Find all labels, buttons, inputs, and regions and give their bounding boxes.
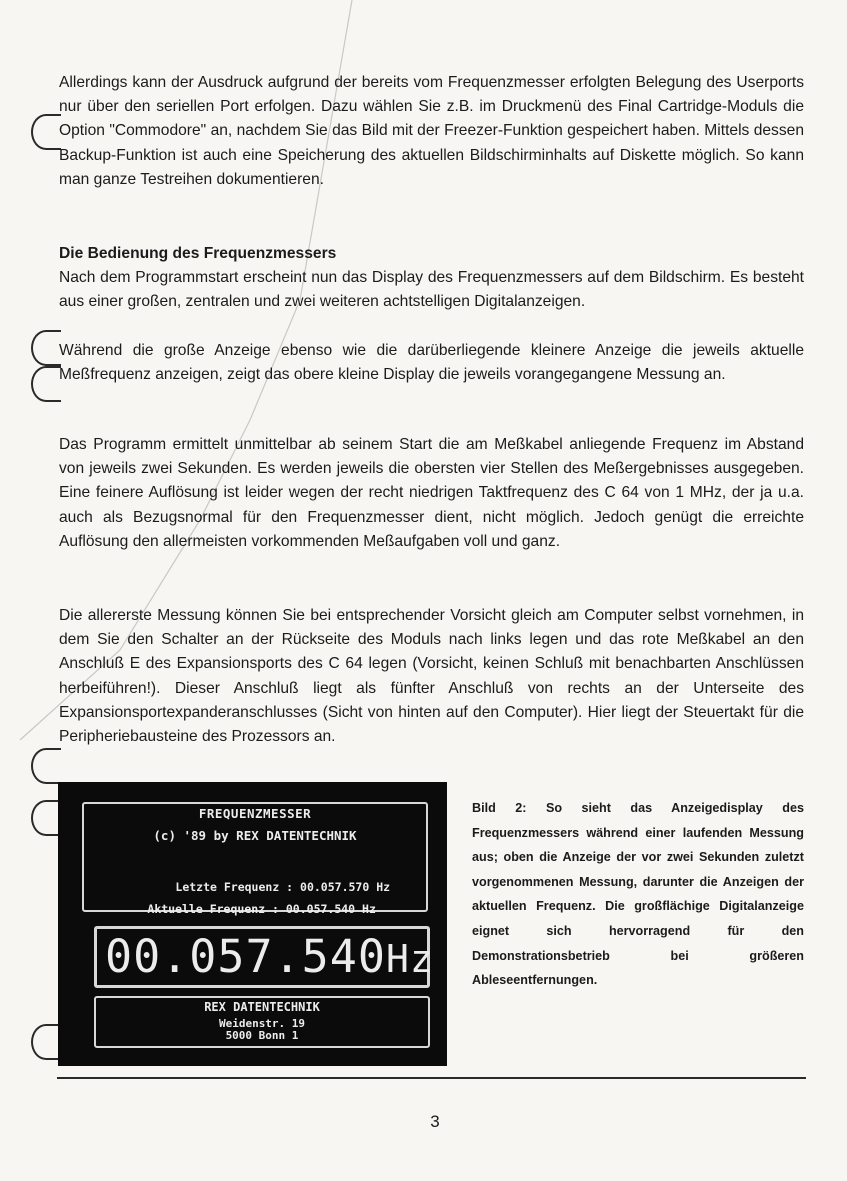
paragraph-display-explanation: Während die große Anzeige ebenso wie die darüberliegende kleinere Anzeige die jeweils aktuelle Meßfrequenz anzeigen, zeigt das obere kleine Display die jeweils vorangegangene Messung an.: [59, 342, 804, 384]
current-frequency-value: 00.057.540 Hz: [285, 902, 376, 916]
page-number: 3: [430, 1112, 440, 1131]
footer-street: Weidenstr. 19: [218, 1017, 306, 1030]
big-frequency-number: 00.057.540: [105, 930, 386, 983]
last-frequency-label: Letzte Frequenz: [175, 880, 280, 894]
paragraph-printing: Allerdings kann der Ausdruck aufgrund der bereits vom Frequenzmesser erfolgten Belegung des Userports nur über den seriellen Port erfolgen. Dazu wählen Sie z.B. im Druckmenü des Final Cartridge-Moduls die Option "Commodore" an, nachdem Sie das Bild mit der Freezer-Funktion gespeichert haben. Mittels dessen Backup-Funktion ist auch eine Speicherung des aktuellen Bildschirminhalts auf Diskette möglich. So kann man ganze Testreihen dokumentieren.: [59, 74, 804, 188]
big-frequency-unit: Hz: [385, 937, 434, 981]
current-frequency-row: Aktuelle Frequenz : 00.057.540 Hz: [147, 902, 376, 916]
binder-hole: [31, 114, 61, 150]
header-panel: [82, 802, 428, 916]
footer-company: REX DATENTECHNIK: [204, 1000, 320, 1014]
paragraph-display-intro: Nach dem Programmstart erscheint nun das Display des Frequenzmessers auf dem Bildschirm. Es besteht aus einer großen, zentralen und zwei weiteren achtstelligen Digitalanzeigen.: [59, 269, 804, 311]
big-display-panel: [94, 926, 434, 988]
binder-hole: [31, 330, 61, 366]
last-frequency-row: Letzte Frequenz : 00.057.570 Hz: [175, 880, 391, 894]
figure-caption: Bild 2: So sieht das Anzeigedisplay des Frequenzmessers während einer laufenden Messung aus; oben die Anzeige der vor zwei Sekunden zuletzt vorgenommenen Messung, darunter die Anzeigen der aktuellen Frequenz. Die großflächige Digitalanzeige eignet sich hervorragend für den Demonstrationsbetrieb bei größeren Ableseentfernungen.: [472, 801, 804, 988]
binder-hole: [31, 366, 61, 402]
footer-rule: [57, 1077, 806, 1079]
screen-title: FREQUENZMESSER: [198, 806, 312, 821]
last-frequency-value: 00.057.570 Hz: [300, 880, 391, 894]
paragraph-measurement: Das Programm ermittelt unmittelbar ab seinem Start die am Meßkabel anliegende Frequenz im Abstand von jeweils zwei Sekunden. Es werden jeweils die obersten vier Stellen des Meßergebnisses ausgegeben. Eine feinere Auflösung ist leider wegen der recht niedrigen Taktfrequenz des C 64 von 1 MHz, der ja u.a. auch als Bezugsnormal für den Frequenzmesser dient, nicht möglich. Jedoch genügt die erreichte Auflösung den allermeisten vorkommenden Meßaufgaben voll und ganz.: [59, 436, 804, 550]
binder-hole: [31, 1024, 61, 1060]
paragraph-first-measurement: Die allererste Messung können Sie bei entsprechender Vorsicht gleich am Computer selbst vornehmen, in dem Sie den Schalter an der Rückseite des Moduls nach links legen und das rote Meßkabel an den Anschluß E des Expansionsports des C 64 legen (Vorsicht, keinen Schluß mit benachbarten Anschlüssen herbeiführen!). Dieser Anschluß liegt als fünfter Anschluß von rechts an der Unterseite des Expansionsportexpanderanschlusses (Sicht von hinten auf den Computer). Hier liegt der Steuertakt für die Peripheriebausteine des Prozessors an.: [59, 607, 804, 746]
binder-hole: [31, 800, 61, 836]
footer-panel: [94, 996, 430, 1048]
section-heading: Die Bedienung des Frequenzmessers: [59, 245, 337, 262]
screen-copyright: (c) '89 by REX DATENTECHNIK: [153, 828, 357, 843]
footer-city: 5000 Bonn 1: [225, 1029, 299, 1042]
binder-hole: [31, 748, 61, 784]
big-frequency-display: [105, 931, 434, 985]
current-frequency-label: Aktuelle Frequenz: [147, 902, 266, 916]
frequency-meter-screenshot: [58, 782, 447, 1066]
